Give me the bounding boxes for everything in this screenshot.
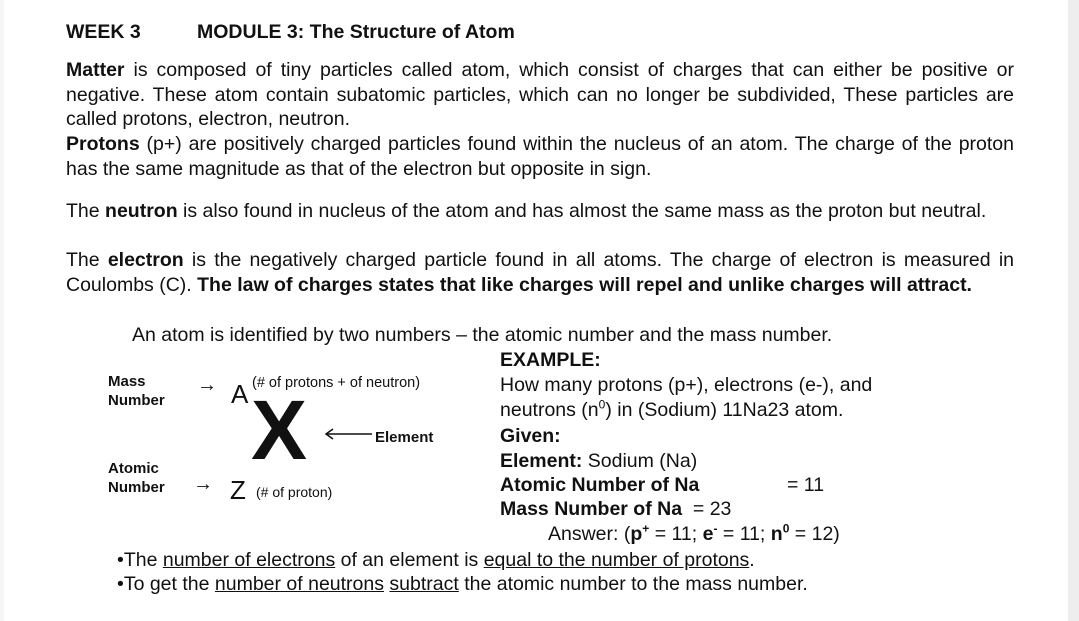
mass-label-line2: Number <box>108 392 165 409</box>
protons-paragraph <box>66 132 1014 181</box>
b1-middle: of an element is <box>335 549 484 571</box>
example-title: EXAMPLE: <box>500 349 601 371</box>
neutron-term: neutron <box>105 200 178 222</box>
neutron-superscript: 0 <box>598 397 606 412</box>
week-heading: WEEK 3 <box>66 21 141 43</box>
matter-text: is composed of tiny particles called atom, which consist of charges that can either be positive or negative. These atom contain subatomic particles, which can no longer be subdivided, These particles are called protons, electron, neutron. <box>66 59 1014 130</box>
mass-arrow-icon: → <box>197 374 217 396</box>
b1-underline-protons: equal to the number of protons <box>483 549 750 571</box>
atomic-given-value: = 11 <box>787 474 825 496</box>
b2-end: the atomic number to the mass number. <box>458 573 808 595</box>
answer-n-value: = 12) <box>789 523 840 545</box>
electron-pre: The <box>66 249 108 271</box>
b2-underline-subtract: subtract <box>389 573 459 595</box>
mass-label-line1: Mass <box>108 373 146 390</box>
bullet-electrons-protons <box>117 548 755 572</box>
bullet-neutrons <box>117 572 808 596</box>
answer-e-value: = 11; <box>717 523 771 545</box>
b1-start: •The <box>117 549 163 571</box>
answer-prefix: Answer: ( <box>548 523 631 545</box>
matter-paragraph <box>66 58 1014 132</box>
atomic-label-line2: Number <box>108 479 165 496</box>
answer-n-sup: 0 <box>782 521 790 536</box>
given-label: Given: <box>500 425 561 447</box>
mass-given-value: = 23 <box>682 498 732 520</box>
b2-start: •To get the <box>117 573 215 595</box>
given-mass-number <box>500 497 731 521</box>
atomic-number-label <box>108 459 165 497</box>
answer-e-sup: - <box>713 521 718 536</box>
given-atomic-number <box>500 473 699 497</box>
atomic-given-label: Atomic Number of Na <box>500 474 700 496</box>
element-arrow-icon <box>323 427 373 441</box>
question-end: ) in (Sodium) 11Na23 atom. <box>605 399 844 421</box>
symbol-a: A <box>231 379 249 409</box>
answer-e: e <box>702 523 714 545</box>
neutron-pre: The <box>66 200 106 222</box>
electron-paragraph <box>66 248 1014 297</box>
mass-number-label <box>108 372 165 410</box>
electron-text: is the negatively charged particle found in all atoms. The charge of electron is measured in Coulombs (C). <box>66 249 1014 296</box>
answer-line <box>548 522 840 546</box>
page-edge-right <box>1068 0 1079 621</box>
atomic-arrow-icon: → <box>193 473 213 495</box>
b2-underline-neutrons: number of neutrons <box>214 573 384 595</box>
neutron-paragraph <box>66 199 1014 224</box>
answer-p-sup: + <box>642 521 650 536</box>
electron-term: electron <box>107 249 184 271</box>
protons-text: (p+) are positively charged particles found within the nucleus of an atom. The charge of the proton has the same magnitude as that of the electron but opposite in sign. <box>66 133 1014 180</box>
law-of-charges: The law of charges states that like charges will repel and unlike charges will attract. <box>197 273 972 296</box>
matter-term: Matter <box>66 59 125 81</box>
mass-given-label: Mass Number of Na <box>500 498 683 520</box>
b1-underline-electrons: number of electrons <box>162 549 336 571</box>
symbol-x: X <box>251 383 308 477</box>
element-given-label: Element: <box>500 450 583 472</box>
module-title: MODULE 3: The Structure of Atom <box>197 21 515 43</box>
answer-p: p <box>630 523 643 545</box>
atomic-annotation: (# of proton) <box>256 484 333 500</box>
question-start: neutrons (n <box>500 399 599 421</box>
atomic-label-line1: Atomic <box>108 460 159 477</box>
neutron-text: is also found in nucleus of the atom and has almost the same mass as the proton but neutral. <box>177 200 987 222</box>
element-given-value: Sodium (Na) <box>582 450 698 472</box>
protons-term: Protons <box>66 133 140 155</box>
example-question-line2 <box>500 398 843 422</box>
answer-p-value: = 11; <box>649 523 703 545</box>
example-question-line1: How many protons (p+), electrons (e-), and <box>500 374 873 396</box>
symbol-z: Z <box>230 475 246 505</box>
mass-annotation: (# of protons + of neutron) <box>252 375 421 391</box>
element-label: Element <box>375 429 434 446</box>
given-element <box>500 449 697 473</box>
answer-n: n <box>770 523 783 545</box>
b1-end: . <box>749 549 755 571</box>
page-edge-left <box>0 0 4 621</box>
intro-line: An atom is identified by two numbers – the atomic number and the mass number. <box>132 324 833 346</box>
